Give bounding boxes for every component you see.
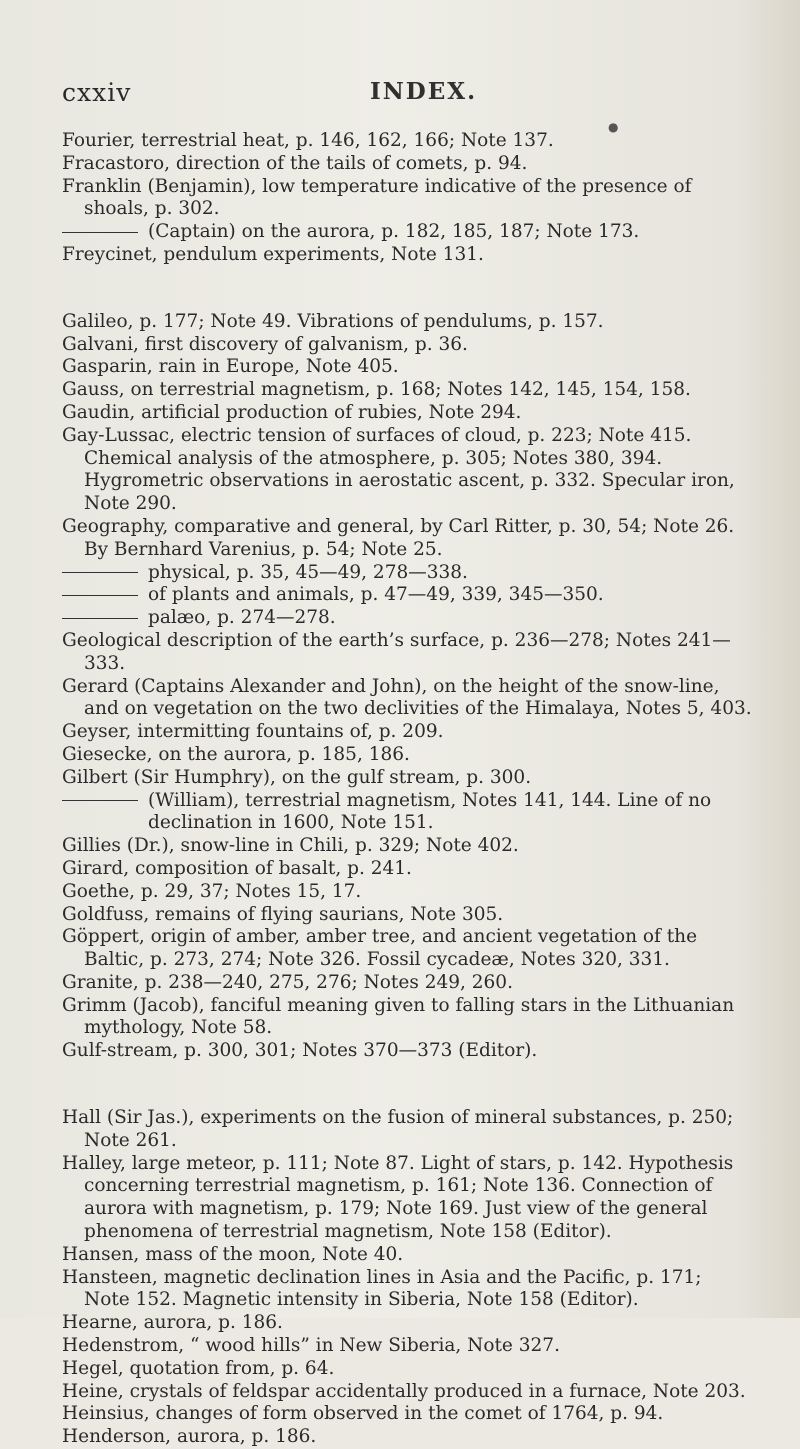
index-entry (62, 356, 752, 379)
entry-text: Girard, composition of basalt, p. 241. (62, 857, 412, 879)
entry-text: Hearne, aurora, p. 186. (62, 1312, 283, 1334)
entry-text: Gilbert (Sir Humphry), on the gulf stream, p. 300. (62, 766, 532, 788)
entry-text: Geyser, intermitting fountains of, p. 209. (62, 721, 444, 743)
section-gap (62, 267, 752, 311)
entry-text: Hall (Sir Jas.), experiments on the fusion of mineral substances, p. 250; Note 261. (62, 1107, 734, 1151)
entry-text: Fourier, terrestrial heat, p. 146, 162, 166; Note 137. (62, 130, 554, 151)
running-head: INDEX. (370, 78, 478, 105)
entry-text: Grimm (Jacob), fanciful meaning given to falling stars in the Lithuanian mythology, Note 58. (62, 994, 735, 1039)
ditto-dash (62, 572, 138, 573)
index-entry (62, 1403, 752, 1426)
index-entry (62, 1335, 752, 1358)
index-entry (62, 153, 752, 176)
index-entry (62, 176, 752, 222)
section-gap (62, 1063, 752, 1107)
index-subentry (62, 562, 752, 585)
index-entry (62, 1312, 752, 1335)
ink-speck: ● (608, 120, 619, 134)
index-subentry (62, 584, 752, 607)
entry-text: Granite, p. 238—240, 275, 276; Notes 249, 260. (62, 971, 513, 993)
entry-text: (Captain) on the aurora, p. 182, 185, 187; Note 173. (148, 221, 640, 243)
index-entry (62, 1107, 752, 1153)
index-entry (62, 881, 752, 904)
index-entry (62, 835, 752, 858)
entry-text: Freycinet, pendulum experiments, Note 131. (62, 243, 484, 265)
index-entry (62, 1267, 752, 1313)
index-entry (62, 721, 752, 744)
index-entry (62, 926, 752, 972)
entry-text: Henderson, aurora, p. 186. (62, 1426, 317, 1448)
entry-text: Halley, large meteor, p. 111; Note 87. Light of stars, p. 142. Hypothesis concerning terrestrial magnetism, p. 161; Note 136. Connection of aurora with magnetism, p. 179; Note 169. Just view of the general phenomena of terrestrial magnetism, Note 158 (Editor). (62, 1152, 734, 1243)
index-entry (62, 630, 752, 676)
entry-text: Galvani, first discovery of galvanism, p. 36. (62, 333, 468, 355)
entry-text: Goldfuss, remains of flying saurians, Note 305. (62, 903, 504, 925)
index-subentry (62, 790, 752, 836)
index-entry (62, 995, 752, 1041)
entry-text: Franklin (Benjamin), low temperature indicative of the presence of shoals, p. 302. (62, 175, 692, 220)
index-entry (62, 130, 752, 153)
entry-text: Fracastoro, direction of the tails of comets, p. 94. (62, 152, 528, 174)
entry-text: Gaudin, artificial production of rubies, Note 294. (62, 401, 522, 423)
entry-text: Gasparin, rain in Europe, Note 405. (62, 356, 399, 378)
entry-text: Gerard (Captains Alexander and John), on the height of the snow-line, and on vegetation on the two declivities of the Himalaya, Notes 5, 403. (62, 675, 752, 720)
index-entry (62, 244, 752, 267)
entry-text: Heinsius, changes of form observed in the comet of 1764, p. 94. (62, 1403, 664, 1425)
entry-text: Hegel, quotation from, p. 64. (62, 1357, 335, 1379)
entry-text: palæo, p. 274—278. (148, 607, 336, 629)
index-subentry (62, 221, 752, 244)
index-entry (62, 1040, 752, 1063)
ditto-dash (62, 800, 138, 801)
entry-text: Göppert, origin of amber, amber tree, and ancient vegetation of the Baltic, p. 273, 274; Note 326. Fossil cycadeæ, Notes 320, 331. (62, 926, 698, 971)
index-entry (62, 1426, 752, 1449)
entry-text: Geography, comparative and general, by Carl Ritter, p. 30, 54; Note 26. By Bernhard Varenius, p. 54; Note 25. (62, 515, 735, 560)
index-entry (62, 1381, 752, 1404)
entry-text: physical, p. 35, 45—49, 278—338. (148, 561, 468, 583)
index-entry (62, 1153, 752, 1244)
page-header (62, 78, 742, 114)
index-entry (62, 516, 752, 562)
entry-text: Gulf-stream, p. 300, 301; Notes 370—373 (Editor). (62, 1040, 538, 1062)
index-entry (62, 402, 752, 425)
index-entry (62, 676, 752, 722)
entry-text: Heine, crystals of feldspar accidentally produced in a furnace, Note 203. (62, 1380, 746, 1402)
entry-text: Gillies (Dr.), snow-line in Chili, p. 329; Note 402. (62, 835, 519, 857)
entry-text: Hedenstrom, “ wood hills” in New Siberia, Note 327. (62, 1335, 560, 1357)
index-entry (62, 379, 752, 402)
entry-text: Gauss, on terrestrial magnetism, p. 168; Notes 142, 145, 154, 158. (62, 379, 691, 401)
index-entry (62, 904, 752, 927)
entry-text: (William), terrestrial magnetism, Notes 141, 144. Line of no declination in 1600, Note 151. (148, 789, 712, 834)
ditto-dash (62, 595, 138, 596)
index-entry (62, 425, 752, 516)
index-entry (62, 972, 752, 995)
ditto-dash (62, 618, 138, 619)
index-entry (62, 744, 752, 767)
index-entry (62, 311, 752, 334)
index-entry (62, 858, 752, 881)
entry-text: Geological description of the earth’s surface, p. 236—278; Notes 241—333. (62, 629, 731, 674)
entry-text: Goethe, p. 29, 37; Notes 15, 17. (62, 880, 362, 902)
index-entries (62, 130, 752, 1449)
entry-text: Gay-Lussac, electric tension of surfaces of cloud, p. 223; Note 415. Chemical analysis of the atmosphere, p. 305; Notes 380, 394. Hygrometric observations in aerostatic ascent, p. 332. Specular iron, Note 290. (62, 424, 735, 515)
entry-text: Giesecke, on the aurora, p. 185, 186. (62, 743, 410, 765)
entry-text: Hansteen, magnetic declination lines in Asia and the Pacific, p. 171; Note 152. Magnetic intensity in Siberia, Note 158 (Editor). (62, 1266, 702, 1311)
index-subentry (62, 607, 752, 630)
index-entry (62, 767, 752, 790)
ditto-dash (62, 232, 138, 233)
page-number: cxxiv (62, 78, 132, 107)
index-entry (62, 1244, 752, 1267)
entry-text: Galileo, p. 177; Note 49. Vibrations of pendulums, p. 157. (62, 310, 604, 332)
entry-text: of plants and animals, p. 47—49, 339, 345—350. (148, 584, 604, 606)
entry-text: Hansen, mass of the moon, Note 40. (62, 1243, 404, 1265)
index-entry (62, 1358, 752, 1381)
index-entry (62, 334, 752, 357)
